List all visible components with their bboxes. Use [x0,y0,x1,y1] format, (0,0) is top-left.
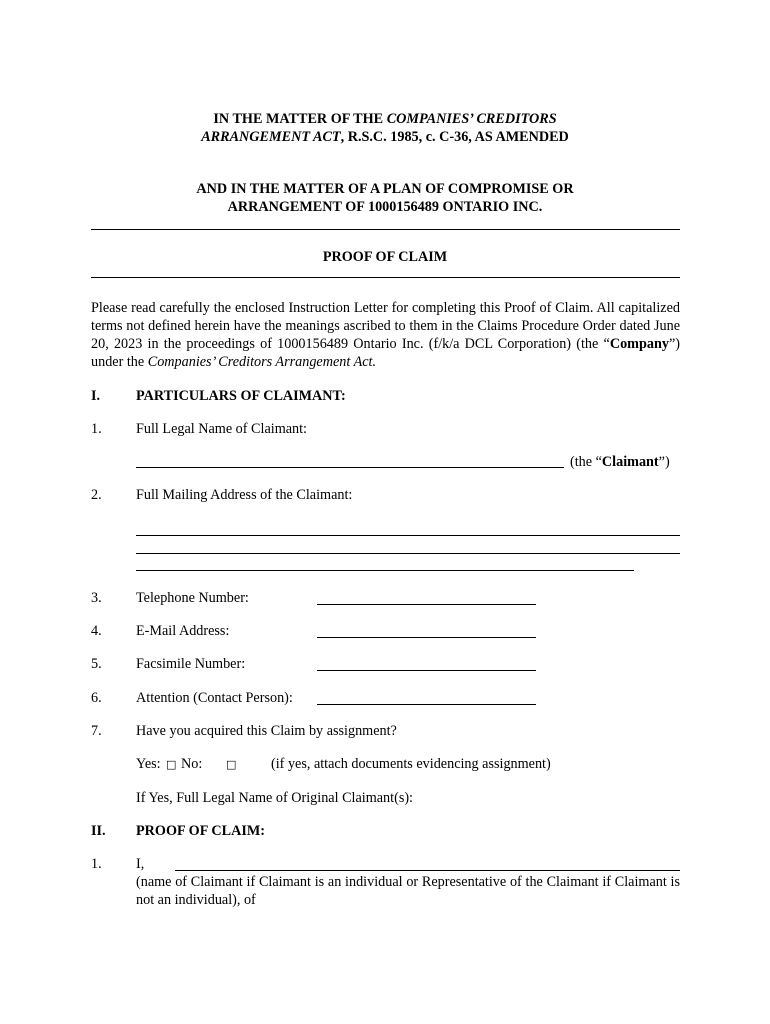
original-claimant-label: If Yes, Full Legal Name of Original Claimant(s): [136,790,414,806]
contact-person-field[interactable] [317,704,536,705]
address-field-line-1[interactable] [136,535,680,536]
divider-bottom [91,277,680,278]
item-4-number: 4. [91,623,102,639]
no-label: No: [181,756,203,772]
email-field[interactable] [317,637,536,638]
yes-label: Yes: [136,756,161,772]
item-5-label: Facsimile Number: [136,656,246,672]
page-title: PROOF OF CLAIM [322,249,448,265]
section-2-title: PROOF OF CLAIM: [136,823,265,839]
section-1-title: PARTICULARS OF CLAIMANT: [136,388,346,404]
item-1-number: 1. [91,421,102,437]
assignment-note: (if yes, attach documents evidencing assignment) [271,756,551,772]
no-checkbox[interactable]: □ [226,758,237,771]
section-2-item-1-prefix: I, [136,856,145,872]
representative-name-field[interactable] [175,870,680,871]
item-2-label: Full Mailing Address of the Claimant: [136,487,353,503]
item-1-label: Full Legal Name of Claimant: [136,421,307,437]
item-6-label: Attention (Contact Person): [136,690,293,706]
divider-top [91,229,680,230]
item-4-label: E-Mail Address: [136,623,230,639]
claimant-suffix: (the “Claimant”) [570,454,670,470]
item-7-label: Have you acquired this Claim by assignment? [136,723,397,739]
address-field-line-3[interactable] [136,570,634,571]
item-3-number: 3. [91,590,102,606]
claimant-name-field[interactable] [136,467,564,468]
telephone-field[interactable] [317,604,536,605]
item-7-number: 7. [91,723,102,739]
heading-line-2: ARRANGEMENT ACT, R.S.C. 1985, c. C-36, AS AMENDED [201,129,569,145]
yes-checkbox[interactable]: □ [166,758,177,771]
heading-line-1: IN THE MATTER OF THE COMPANIES’ CREDITORS [213,111,557,127]
address-field-line-2[interactable] [136,553,680,554]
item-6-number: 6. [91,690,102,706]
heading-line-3: AND IN THE MATTER OF A PLAN OF COMPROMISE OR [196,181,574,197]
intro-paragraph: Please read carefully the enclosed Instruction Letter for completing this Proof of Claim. All capitalized terms not defined herein have the meanings ascribed to them in the Claims Procedure Order dated June 20, 2023 in the proceedings of 1000156489 Ontario Inc. (f/k/a DCL Corporation) (the “Company”) under the Companies’ Creditors Arrangement Act. [91,300,680,370]
section-2-item-1-text: (name of Claimant if Claimant is an individual or Representative of the Claimant if Claimant is not an individual), of [136,874,680,908]
facsimile-field[interactable] [317,670,536,671]
heading-line-4: ARRANGEMENT OF 1000156489 ONTARIO INC. [227,199,543,215]
item-5-number: 5. [91,656,102,672]
item-3-label: Telephone Number: [136,590,249,606]
section-2-item-1-number: 1. [91,856,102,872]
section-1-numeral: I. [91,388,101,404]
section-2-numeral: II. [91,823,106,839]
item-2-number: 2. [91,487,102,503]
